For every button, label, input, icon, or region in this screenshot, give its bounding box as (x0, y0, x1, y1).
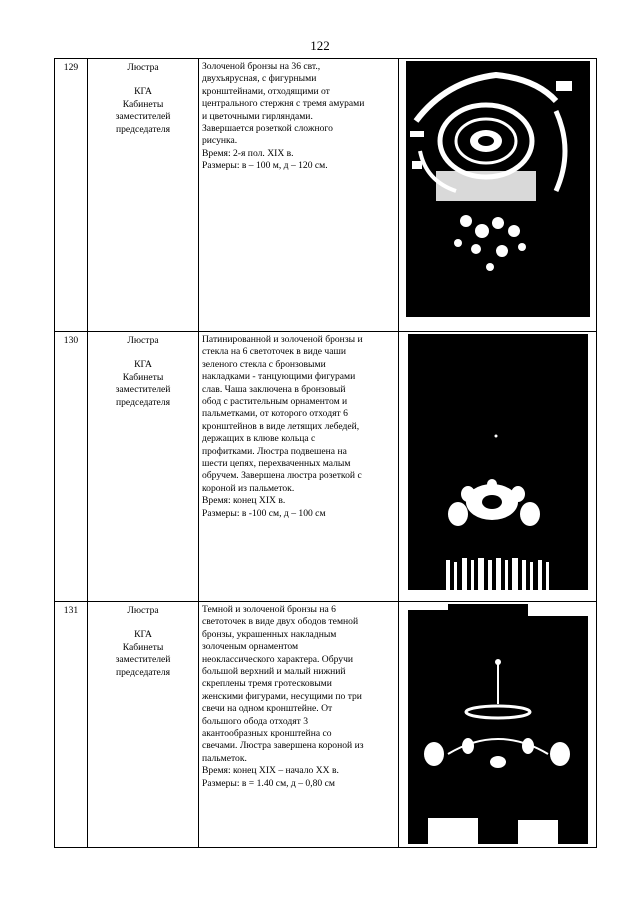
item-location-room: заместителей (115, 654, 171, 666)
description-line: держащих в клюве кольца с (202, 433, 316, 445)
description-line: Время: 2-я пол. XIX в. (202, 147, 294, 159)
description-line: кронштейнами, отходящими от (202, 85, 330, 97)
description-line: Время: конец XIX – начало XX в. (202, 765, 339, 777)
item-location-room: председателя (116, 666, 170, 678)
item-location-building: КГА (134, 86, 152, 98)
item-photo-cell (399, 332, 597, 602)
item-number: 131 (55, 602, 88, 848)
description-line: Размеры: в -100 см, д – 100 см (202, 507, 326, 519)
table-row (55, 332, 597, 602)
chandelier-photo (406, 61, 590, 317)
item-location-building: КГА (134, 359, 152, 371)
description-line: Патинированной и золоченой бронзы и (202, 334, 363, 345)
item-number: 129 (55, 59, 88, 332)
description-line: зеленого стекла с бронзовыми (202, 358, 326, 370)
description-line: свечи на одном кронштейне. От (202, 703, 333, 715)
description-line: Время: конец XIX в. (202, 495, 286, 507)
description-line: рисунка. (202, 135, 238, 147)
description-line: скреплены тремя гротесковыми (202, 678, 332, 690)
item-name: Люстра (127, 62, 159, 73)
item-location-room: Кабинеты (122, 641, 164, 653)
description-line: женскими фигурами, несущими по три (202, 690, 362, 702)
description-line: двухъярусная, с фигурными (202, 73, 317, 85)
description-line: центрального стержня с тремя амурами (202, 98, 365, 110)
description-line: Размеры: в – 100 м, д – 120 см. (202, 160, 328, 172)
description-line: Золоченой бронзы на 36 свт., (202, 61, 321, 72)
item-name: Люстра (127, 335, 159, 346)
description-line: Завершается розеткой сложного (202, 123, 333, 135)
item-photo-cell (399, 59, 597, 332)
description-line: слав. Чаша заключена в бронзовый (202, 383, 346, 395)
description-line: обручем. Завершена люстра розеткой с (202, 470, 362, 482)
item-location-room: заместителей (115, 111, 171, 123)
item-number: 130 (55, 332, 88, 602)
item-location-room: Кабинеты (122, 98, 164, 110)
description-line: пальметок. (202, 752, 247, 764)
description-line: стекла на 6 светоточек в виде чаши (202, 346, 347, 358)
description-line: и цветочными гирляндами. (202, 110, 313, 122)
chandelier-photo (408, 334, 588, 590)
catalog-table (54, 58, 597, 848)
description-line: Темной и золоченой бронзы на 6 (202, 604, 336, 615)
description-line: короной из пальметок. (202, 482, 295, 494)
item-name-cell (88, 59, 199, 332)
description-line: неоклассического характера. Обручи (202, 653, 354, 665)
description-line: большого обода отходят 3 (202, 715, 309, 727)
item-description (199, 59, 399, 332)
description-line: профитками. Люстра подвешена на (202, 445, 347, 457)
description-line: шести цепях, перехваченных малым (202, 458, 351, 470)
chandelier-photo (408, 604, 588, 844)
item-description (199, 602, 399, 848)
description-line: акантообразных кронштейна со (202, 728, 332, 740)
page-number: 122 (310, 38, 330, 53)
item-name-cell (88, 602, 199, 848)
description-line: бронзы, украшенных накладным (202, 628, 337, 640)
item-photo-cell (399, 602, 597, 848)
description-line: свечами. Люстра завершена короной из (202, 740, 364, 752)
item-name: Люстра (127, 605, 159, 616)
item-location-room: Кабинеты (122, 371, 164, 383)
description-line: большой верхний и малый нижний (202, 666, 346, 678)
description-line: кронштейнов в виде летящих лебедей, (202, 420, 360, 432)
table-row (55, 602, 597, 848)
description-line: светоточек в виде двух ободов темной (202, 616, 359, 628)
item-location-room: председателя (116, 396, 170, 408)
description-line: накладками - танцующими фигурами (202, 371, 356, 383)
description-line: пальметками, от которого отходят 6 (202, 408, 348, 420)
item-location-room: заместителей (115, 384, 171, 396)
item-description (199, 332, 399, 602)
item-location-building: КГА (134, 629, 152, 641)
description-line: Размеры: в = 1.40 см, д – 0,80 см (202, 777, 335, 789)
table-row (55, 59, 597, 332)
item-name-cell (88, 332, 199, 602)
item-location-room: председателя (116, 123, 170, 135)
description-line: золоченым орнаментом (202, 641, 299, 653)
description-line: обод с растительным орнаментом и (202, 396, 348, 408)
